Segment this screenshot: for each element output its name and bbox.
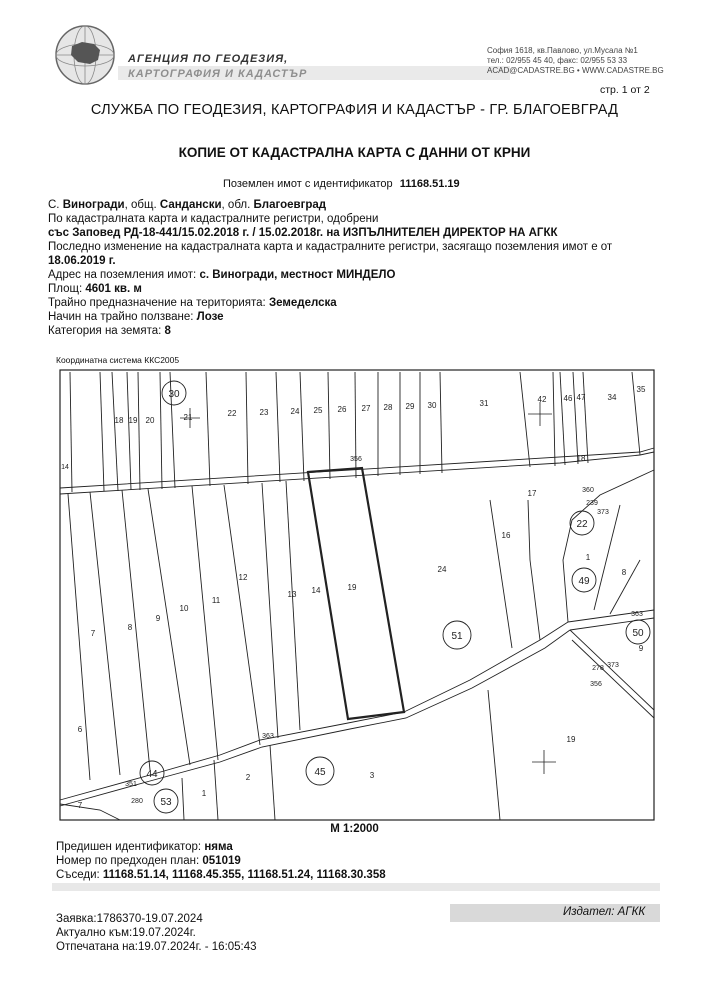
parcel_labels_main-11: 17 <box>527 489 537 498</box>
parcel_labels_main-1: 8 <box>127 623 133 632</box>
parcel_labels_top-2: 20 <box>145 416 155 425</box>
updated-line <box>56 926 257 940</box>
parcel_labels_main-5: 12 <box>238 573 248 582</box>
parcel_labels_top-17: 34 <box>607 393 617 402</box>
map-frame <box>60 370 654 820</box>
category-value: 8 <box>164 325 171 337</box>
small_labels-7: 356 <box>590 681 602 688</box>
parcel_labels_main-13: 6 <box>77 725 83 734</box>
block_numbers-3: 51 <box>451 631 463 642</box>
small_labels-1: 360 <box>582 487 594 494</box>
municipality: Сандански <box>159 199 222 211</box>
region-prefix: , обл. <box>221 199 254 211</box>
parcel_labels_top-3: 21 <box>183 413 193 422</box>
parcel_labels_main-18: 3 <box>369 771 375 780</box>
parcel-19-boundary <box>308 468 404 719</box>
block_numbers-5: 44 <box>146 769 158 780</box>
parcel_labels_top-18: 35 <box>636 385 646 394</box>
block_numbers-0: 30 <box>168 389 180 400</box>
parcel_labels_top-1: 19 <box>128 416 138 425</box>
identifier-value: 11168.51.19 <box>399 178 460 190</box>
small_labels-4: 363 <box>631 611 643 618</box>
request-value: 1786370-19.07.2024 <box>96 913 203 925</box>
plan-number-label: Номер по предходен план: <box>56 855 203 867</box>
parcel_labels_top-0: 18 <box>114 416 124 425</box>
small_labels-6: 373 <box>607 662 619 669</box>
service-title: СЛУЖБА ПО ГЕОДЕЗИЯ, КАРТОГРАФИЯ И КАДАСТЪР - ГР. БЛАГОЕВГРАД <box>90 102 619 118</box>
parcel_labels_main-15: 8 <box>621 568 627 577</box>
contact-address: София 1618, кв.Павлово, ул.Мусала №1 <box>487 46 638 55</box>
area-label: Площ: <box>48 283 86 295</box>
printed-line <box>56 940 257 954</box>
previous-id-line <box>56 840 386 854</box>
category-label: Категория на земята: <box>48 325 165 337</box>
parcel_labels_main-3: 10 <box>179 604 189 613</box>
parcel_labels_top-5: 23 <box>259 408 269 417</box>
parcel_labels_main-7: 14 <box>311 586 321 595</box>
updated-value: 19.07.2024г. <box>132 927 196 939</box>
block_numbers-1: 22 <box>576 519 588 530</box>
parcel_labels_main-12: 18 <box>576 454 586 463</box>
parcel_labels_main-8: 19 <box>347 583 357 592</box>
agency-name-line1: АГЕНЦИЯ ПО ГЕОДЕЗИЯ, <box>128 53 289 65</box>
road-bottom-lower <box>60 630 570 806</box>
parcel_labels_main-10: 16 <box>501 531 511 540</box>
small_labels-11: 14 <box>61 464 69 471</box>
address-label: Адрес на поземления имот: <box>48 269 200 281</box>
block_numbers-7: 53 <box>160 797 172 808</box>
block_numbers-4: 50 <box>632 628 644 639</box>
neighbors-value: 11168.51.14, 11168.45.355, 11168.51.24, 11168.30.358 <box>102 869 386 881</box>
parcel_labels_top-12: 30 <box>427 401 437 410</box>
area-value: 4601 кв. м <box>85 283 142 295</box>
previous-id-label: Предишен идентификатор: <box>56 841 205 853</box>
small_labels-2: 239 <box>586 500 598 507</box>
parcel_labels_top-8: 26 <box>337 405 347 414</box>
contact-web: ACAD@CADASTRE.BG • WWW.CADASTRE.BG <box>487 66 664 75</box>
small_labels-9: 351 <box>125 781 137 788</box>
identifier-label: Поземлен имот с идентификатор <box>223 178 393 190</box>
parcel_labels_main-4: 11 <box>211 596 221 605</box>
parcel_labels_top-4: 22 <box>227 409 237 418</box>
parcel_labels_main-21: 1 <box>201 789 207 798</box>
request-label: Заявка: <box>56 913 97 925</box>
parcel_labels_top-14: 42 <box>537 395 547 404</box>
parcel_labels_main-0: 7 <box>90 629 96 638</box>
small_labels-5: 278 <box>592 665 604 672</box>
issuer-label: Издател: АГКК <box>563 906 646 918</box>
parcel_labels_main-2: 9 <box>155 614 161 623</box>
approved-text: По кадастралната карта и кадастралните регистри, одобрени <box>48 213 379 225</box>
page-number: стр. 1 от 2 <box>600 84 650 96</box>
printed-label: Отпечатана на: <box>56 941 139 953</box>
plan-number-line <box>56 854 386 868</box>
document-title: КОПИЕ ОТ КАДАСТРАЛНА КАРТА С ДАННИ ОТ КРНИ <box>178 145 531 160</box>
parcel_labels_main-9: 24 <box>437 565 447 574</box>
parcel_labels_top-9: 27 <box>361 404 371 413</box>
request-details <box>56 912 257 954</box>
neighbors-label: Съседи: <box>56 869 103 881</box>
parcel_labels_top-15: 46 <box>563 394 573 403</box>
parcel_labels_top-13: 31 <box>479 399 489 408</box>
request-line <box>56 912 257 926</box>
usage-label: Начин на трайно ползване: <box>48 311 197 323</box>
parcel_labels_top-16: 47 <box>576 393 586 402</box>
parcel_labels_main-20: 7 <box>77 801 83 810</box>
purpose-label: Трайно предназначение на територията: <box>48 297 269 309</box>
order-text: със Заповед РД-18-441/15.02.2018 г. / 15.02.2018г. на ИЗПЪЛНИТЕЛЕН ДИРЕКТОР НА АГКК <box>48 227 558 239</box>
previous-id-value: няма <box>204 841 233 853</box>
block_numbers-2: 49 <box>578 576 590 587</box>
parcel_labels_top-11: 29 <box>405 402 415 411</box>
coordinate-system: Координатна система ККС2005 <box>56 355 180 365</box>
updated-label: Актуално към: <box>56 927 133 939</box>
small_labels-8: 363 <box>262 733 274 740</box>
municipality-prefix: , общ. <box>124 199 160 211</box>
last-change-date: 18.06.2019 г. <box>48 255 116 267</box>
small_labels-0: 356 <box>350 456 362 463</box>
address-value: с. Виногради, местност МИНДЕЛО <box>199 269 396 281</box>
parcel_labels_main-14: 1 <box>585 553 591 562</box>
parcel_labels_main-17: 2 <box>245 773 251 782</box>
neighbors-line <box>56 868 386 882</box>
small_labels-3: 373 <box>597 509 609 516</box>
parcel_labels_main-16: 9 <box>638 644 644 653</box>
purpose-value: Земеделска <box>268 297 337 309</box>
block_numbers-6: 45 <box>314 767 326 778</box>
parcel_labels_main-19: 19 <box>566 735 576 744</box>
map-scale: M 1:2000 <box>330 823 379 835</box>
usage-value: Лозе <box>196 311 224 323</box>
parcel_labels_top-10: 28 <box>383 403 393 412</box>
parcel_labels_main-6: 13 <box>287 590 297 599</box>
region: Благоевград <box>253 199 327 211</box>
last-change-text: Последно изменение на кадастралната карта и кадастралните регистри, засягащо поземления имот е от <box>48 241 613 253</box>
contact-phone: тел.: 02/955 45 40, факс: 02/955 53 33 <box>487 56 628 65</box>
village: Виногради <box>62 199 125 211</box>
printed-value: 19.07.2024г. - 16:05:43 <box>138 941 257 953</box>
location-prefix: С. <box>48 199 63 211</box>
small_labels-10: 280 <box>131 798 143 805</box>
footer-band <box>52 883 660 891</box>
parcel_labels_top-7: 25 <box>313 406 323 415</box>
plan-number-value: 051019 <box>202 855 241 867</box>
footer-details <box>56 840 386 882</box>
parcel_labels_top-6: 24 <box>290 407 300 416</box>
